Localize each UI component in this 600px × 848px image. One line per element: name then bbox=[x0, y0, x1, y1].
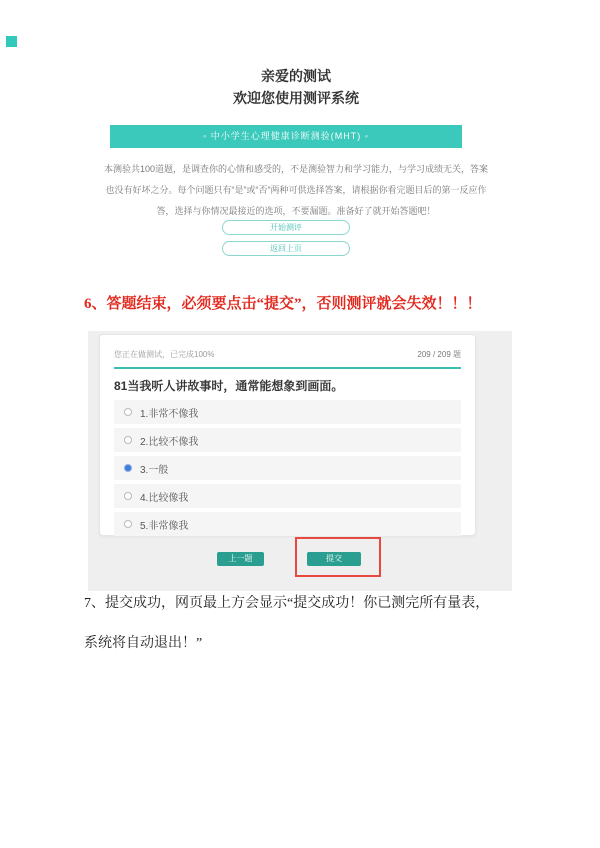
assessment-description: 本测验共100道题，是调查你的心情和感受的，不是测验智力和学习能力，与学习成绩无关，答案也没有好坏之分。每个问题只有“是”或“否”两种可供选择答案，请根据你看完题目后的第一反应作答，选择与你情况最接近的选项，不要漏题。准备好了就开始答题吧！ bbox=[103, 164, 489, 216]
radio-icon[interactable] bbox=[124, 520, 132, 528]
radio-icon[interactable] bbox=[124, 492, 132, 500]
previous-question-button[interactable]: 上一题 bbox=[217, 552, 264, 566]
option-row[interactable] bbox=[114, 400, 461, 424]
step7-line1: 7、提交成功，网页最上方会显示“提交成功！你已测完所有量表， bbox=[84, 596, 490, 611]
option-label: 1.非常不像我 bbox=[140, 408, 199, 420]
option-label: 2.比较不像我 bbox=[140, 436, 199, 448]
step7-line2: 系统将自动退出！” bbox=[84, 636, 203, 651]
quiz-status-row bbox=[114, 349, 461, 360]
radio-icon[interactable] bbox=[124, 436, 132, 444]
quiz-question-counter: 209 / 209 题 bbox=[417, 350, 461, 359]
progress-bar bbox=[114, 367, 461, 369]
radio-icon[interactable] bbox=[124, 464, 132, 472]
page-subtitle: 欢迎您使用测评系统 bbox=[233, 90, 359, 106]
option-row[interactable] bbox=[114, 456, 461, 480]
option-label: 4.比较像我 bbox=[140, 492, 189, 504]
radio-icon[interactable] bbox=[124, 408, 132, 416]
back-button[interactable]: 返回上页 bbox=[222, 241, 350, 256]
assessment-banner: ◦ 中小学生心理健康诊断测验(MHT) ◦ bbox=[110, 125, 462, 148]
option-row[interactable] bbox=[114, 484, 461, 508]
option-label: 5.非常像我 bbox=[140, 520, 189, 532]
submit-button[interactable]: 提交 bbox=[307, 552, 361, 566]
option-row[interactable] bbox=[114, 428, 461, 452]
red-highlight-box bbox=[295, 537, 381, 577]
quiz-progress-text: 您正在做测试，已完成100% bbox=[114, 350, 215, 359]
quiz-card bbox=[99, 334, 476, 536]
option-label: 3.一般 bbox=[140, 464, 169, 476]
start-assessment-button[interactable]: 开始测评 bbox=[222, 220, 350, 235]
quiz-screenshot bbox=[88, 331, 512, 591]
step6-warning-text: 6、答题结束，必须要点击“提交”，否则测评就会失效！！！ bbox=[84, 296, 482, 312]
option-row[interactable] bbox=[114, 512, 461, 536]
page-title: 亲爱的测试 bbox=[261, 68, 331, 84]
question-text: 81当我听人讲故事时，通常能想象到画面。 bbox=[114, 379, 344, 393]
teal-square-marker bbox=[6, 36, 17, 47]
step7-text bbox=[84, 584, 564, 664]
options-list bbox=[114, 400, 461, 536]
